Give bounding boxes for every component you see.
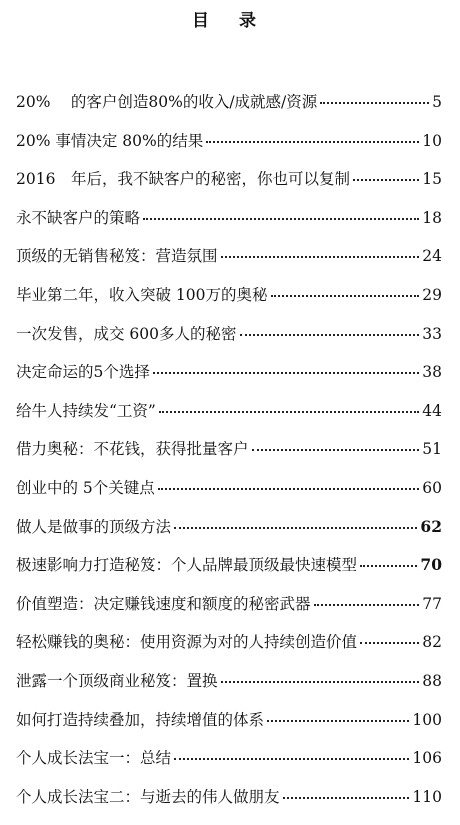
toc-entry-page: 82 [422, 633, 442, 652]
dot-leader [153, 371, 419, 374]
toc-entry-page: 100 [412, 710, 442, 729]
toc-entry-page: 29 [422, 285, 442, 304]
toc-entry-title: 借力奥秘：不花钱，获得批量客户 [16, 440, 249, 459]
toc-entry [16, 630, 442, 669]
toc-entry-page: 110 [412, 787, 442, 806]
toc-entry [16, 592, 442, 631]
dot-leader [221, 255, 420, 258]
dot-leader [174, 526, 417, 529]
dot-leader [320, 101, 429, 104]
toc-entry-page: 10 [422, 131, 442, 150]
toc-entry [16, 708, 442, 747]
toc-entry-title: 决定命运的5个选择 [16, 363, 150, 382]
dot-leader [174, 757, 409, 760]
toc-entry-page: 88 [422, 671, 442, 690]
dot-leader [314, 603, 420, 606]
dot-leader [159, 410, 419, 413]
toc-entry-page: 44 [422, 401, 442, 420]
toc-entry-page: 18 [422, 208, 442, 227]
toc-entry-page: 5 [432, 93, 442, 111]
toc-entry [16, 785, 442, 824]
toc-entry-title: 20% 的客户创造80%的收入/成就感/资源 [16, 93, 318, 111]
toc-entry [16, 322, 442, 361]
dot-leader [252, 448, 420, 451]
dot-leader [221, 680, 420, 683]
dot-leader [353, 178, 419, 181]
toc-entry-title: 2016 年后，我不缺客户的秘密，你也可以复制 [16, 170, 350, 189]
toc-entry-page: 15 [422, 170, 442, 189]
toc-entry [16, 167, 442, 206]
page-title: 目 录 [192, 11, 268, 31]
toc-entry-title: 如何打造持续叠加，持续增值的体系 [16, 710, 265, 729]
toc-entry-title: 个人成长法宝二：与逝去的伟人做朋友 [16, 787, 280, 806]
toc-entry-page: 62 [420, 516, 442, 536]
toc-entry-title: 极速影响力打造秘笈：个人品牌最顶级最快速模型 [16, 556, 358, 575]
toc-entry-title: 泄露一个顶级商业秘笈：置换 [16, 671, 218, 690]
toc-entry-title: 价值塑造：决定赚钱速度和额度的秘密武器 [16, 594, 311, 613]
toc-entry-title: 20% 事情决定 80%的结果 [16, 131, 204, 150]
toc-entry-page: 33 [422, 324, 442, 343]
toc-entry-title: 给牛人持续发“工资” [16, 401, 156, 420]
toc-entry-page: 60 [422, 478, 442, 497]
dot-leader [271, 294, 420, 297]
toc-entry-title: 一次发售，成交 600多人的秘密 [16, 324, 237, 343]
toc-entry-page: 70 [420, 555, 442, 575]
toc-entry-title: 永不缺客户的策略 [16, 208, 141, 227]
toc-entry [16, 360, 442, 399]
table-of-contents [16, 90, 442, 823]
dot-leader [206, 140, 419, 143]
dot-leader [360, 641, 419, 644]
toc-entry-title: 创业中的 5个关键点 [16, 478, 155, 497]
dot-leader [240, 333, 420, 336]
dot-leader [360, 564, 417, 567]
toc-entry-page: 77 [422, 594, 442, 613]
toc-entry-title: 个人成长法宝一：总结 [16, 749, 172, 768]
toc-entry-page: 106 [412, 749, 442, 768]
toc-entry [16, 244, 442, 283]
toc-entry-title: 做人是做事的顶级方法 [16, 517, 172, 536]
toc-entry [16, 206, 442, 245]
dot-leader [158, 487, 419, 490]
toc-entry [16, 283, 442, 322]
toc-entry [16, 437, 442, 476]
toc-entry [16, 669, 442, 708]
toc-entry [16, 553, 442, 592]
toc-entry [16, 476, 442, 515]
toc-entry [16, 90, 442, 129]
toc-entry-page: 24 [422, 247, 442, 266]
toc-entry [16, 746, 442, 785]
toc-entry-title: 顶级的无销售秘笈：营造氛围 [16, 247, 218, 266]
toc-entry-page: 38 [422, 363, 442, 382]
dot-leader [143, 217, 419, 220]
dot-leader [267, 719, 409, 722]
toc-entry-page: 51 [422, 440, 442, 459]
toc-entry [16, 515, 442, 554]
dot-leader [283, 796, 410, 799]
toc-entry-title: 轻松赚钱的奥秘：使用资源为对的人持续创造价值 [16, 633, 358, 652]
toc-entry [16, 129, 442, 168]
toc-entry [16, 399, 442, 438]
toc-entry-title: 毕业第二年，收入突破 100万的奥秘 [16, 285, 268, 304]
